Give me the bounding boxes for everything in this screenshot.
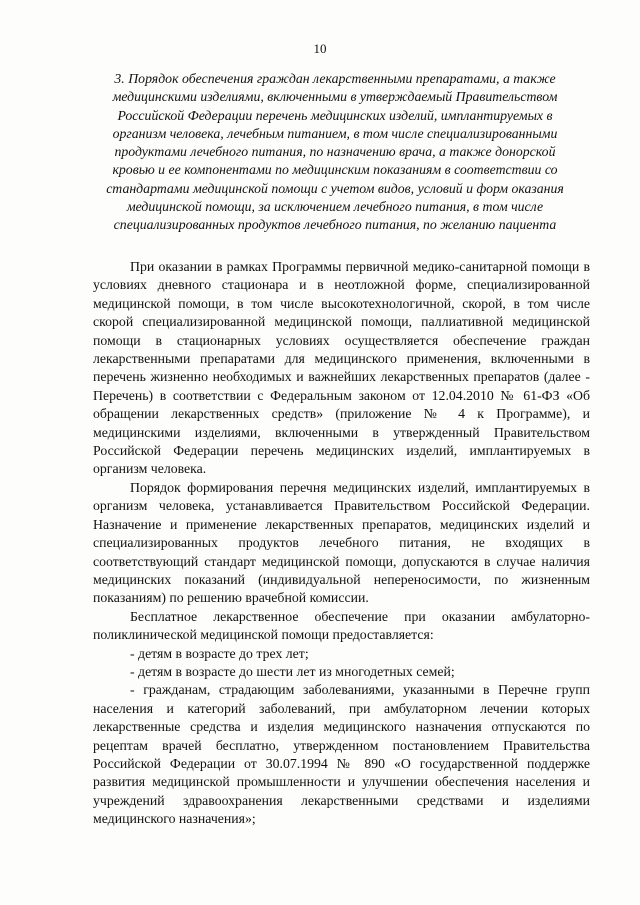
- document-body: [93, 258, 590, 829]
- page-number: 10: [313, 41, 327, 56]
- paragraph-implant-list-procedure: Порядок формирования перечня медицинских изделий, имплантируемых в организм человека, устанавливается Правительством Российской Федерации. Назначение и применение лекарственных препаратов, медицинских изделий и специализированных продуктов лечебного питания, не входящих в соответствующий стандарт медицинской помощи, допускаются в случае наличия медицинских показаний (индивидуальной непереносимости, по жизненным показаниям) по решению врачебной комиссии.: [93, 479, 590, 606]
- list-item-citizens-with-diseases: - гражданам, страдающим заболеваниями, указанными в Перечне групп населения и категорий заболеваний, при амбулаторном лечении которых лекарственные средства и изделия медицинского назначения отпускаются по рецептам врачей бесплатно, утвержденном постановлением Правительства Российской Федерации от 30.07.1994 № 890 «О государственной поддержке развития медицинской промышленности и улучшении обеспечения населения и учреждений здравоохранения лекарственными средствами и изделиями медицинского назначения»;: [93, 682, 590, 827]
- list-item-children-under-three: - детям в возрасте до трех лет;: [130, 645, 309, 661]
- paragraph-drug-provision: При оказании в рамках Программы первичной медико-санитарной помощи в условиях дневного стационара и в неотложной форме, специализированной медицинской помощи, в том числе высокотехнологичной, скорой, в том числе скорой специализированной медицинской помощи, паллиативной медицинской помощи в стационарных условиях осуществляется обеспечение граждан лекарственными препаратами для медицинского применения, включенными в перечень жизненно необходимых и важнейших лекарственных препаратов (далее - Перечень) в соответствии с Федеральным законом от 12.04.2010 № 61-ФЗ «Об обращении лекарственных средств» (приложение № 4 к Программе), и медицинскими изделиями, включенными в утвержденный Правительством Российской Федерации перечень медицинских изделий, имплантируемых в организм человека.: [93, 259, 590, 477]
- paragraph-free-outpatient-provision: Бесплатное лекарственное обеспечение при оказании амбулаторно-поликлинической медицинской помощи предоставляется:: [93, 608, 590, 643]
- section-heading: 3. Порядок обеспечения граждан лекарственными препаратами, а также медицинскими изделиями, включенными в утверждаемый Правительством Российской Федерации перечень медицинских изделий, имплантируемых в организм человека, лечебным питанием, в том числе специализированными продуктами лечебного питания, по назначению врача, а также донорской кровью и ее компонентами по медицинским показаниям в соответствии со стандартами медицинской помощи с учетом видов, условий и форм оказания медицинской помощи, за исключением лечебного питания, в том числе специализированных продуктов лечебного питания, по желанию пациента: [106, 71, 564, 233]
- list-item-children-large-families: - детям в возрасте до шести лет из многодетных семей;: [130, 663, 455, 679]
